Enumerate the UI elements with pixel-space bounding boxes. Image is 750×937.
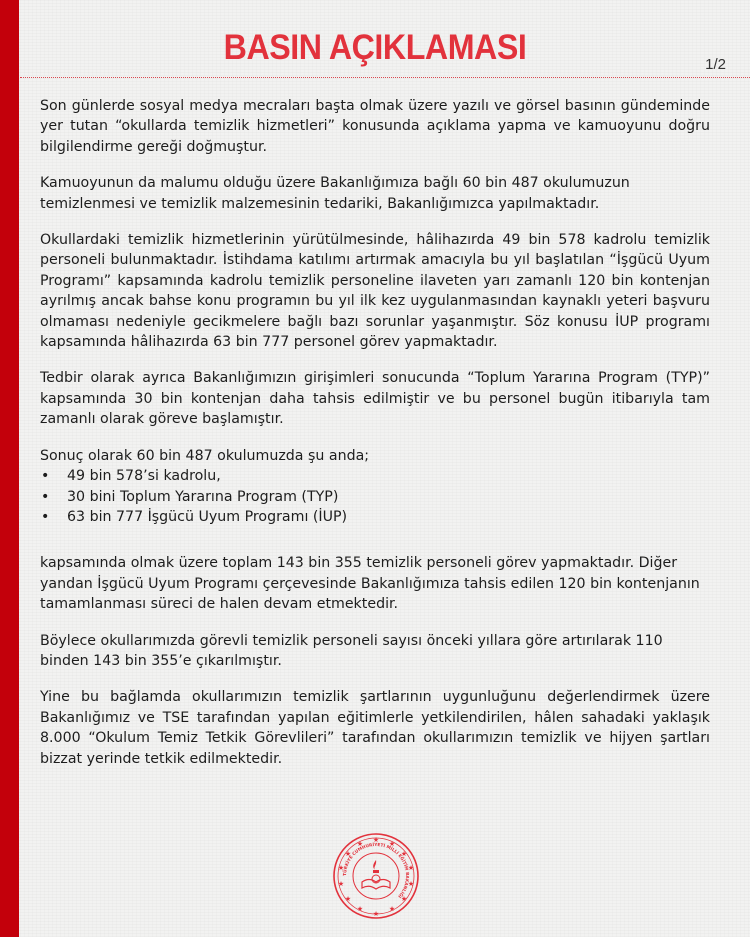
paragraph-schools: Kamuoyunun da malumu olduğu üzere Bakanlığımıza bağlı 60 bin 487 okulumuzun temizlenmesi ve temizlik malzemesinin tedariki, Bakanlığımızca yapılmaktadır. bbox=[40, 175, 630, 212]
paragraph-summary-intro: Sonuç olarak 60 bin 487 okulumuzda şu anda; bbox=[40, 447, 370, 464]
svg-text:★: ★ bbox=[337, 864, 345, 872]
svg-text:★: ★ bbox=[356, 905, 364, 913]
svg-text:★: ★ bbox=[337, 880, 345, 888]
paragraph-total: kapsamında olmak üzere toplam 143 bin 355 temizlik personeli görev yapmaktadır. Diğer yandan İşgücü Uyum Programı çerçevesinde Bakanlığımıza tahsis edilen 120 bin kontenjanın tamamlanması süreci de halen devam etmektedir. bbox=[40, 555, 700, 613]
paragraph-intro: Son günlerde sosyal medya mecraları başta olmak üzere yazılı ve görsel basının gündeminde yer tutan “okullarda temizlik hizmetleri” konusunda açıklama yapma ve kamuoyunu doğru bilgilendirme gereği doğmuştur. bbox=[40, 98, 710, 155]
svg-text:★: ★ bbox=[388, 840, 396, 848]
list-item: • 49 bin 578’si kadrolu, bbox=[40, 466, 710, 486]
paragraph-typ: Tedbir olarak ayrıca Bakanlığımızın girişimleri sonucunda “Toplum Yararına Program (TYP)” kapsamında 30 bin kontenjan daha tahsis edilmiştir ve bu personel bugün itibarıyla tam zamanlı olarak göreve başlamıştır. bbox=[40, 370, 710, 428]
paragraph-inspection: Yine bu bağlamda okullarımızın temizlik şartlarının uygunluğunu değerlendirmek üzere Bakanlığımız ve TSE tarafından yapılan eğitimlerle yetkilendirilen, hâlen sahadaki yaklaşık 8.000 “Okulum Temiz Tetkik Görevlileri” tarafından okullarımızın temizlik ve hijyen şartları bizzat yerinde tetkik edilmektedir. bbox=[40, 689, 710, 767]
svg-text:★: ★ bbox=[400, 850, 408, 858]
bullet-icon: • bbox=[41, 488, 50, 505]
paragraph-staff: Okullardaki temizlik hizmetlerinin yürütülmesinde, hâlihazırda 49 bin 578 kadrolu temizlik personeli bulunmaktadır. İstihdama katılımı artırmak amacıyla bu yıl başlatılan “İşgücü Uyum Programı” kapsamında kadrolu temizlik personeline ilaveten yarı zamanlı 120 bin kontenjan ayrılmış ancak bahse konu programın bu yıl ilk kez uygulanmasından kaynaklı yeteri başvuru olmaması nedeniyle gecikmelere bağlı bazı sorunlar yaşanmıştır. Söz konusu İUP programı kapsamında hâlihazırda 63 bin 777 personel görev yapmaktadır. bbox=[40, 232, 710, 351]
svg-text:★: ★ bbox=[344, 850, 352, 858]
bullet-icon: • bbox=[41, 508, 50, 525]
staff-breakdown-list bbox=[40, 466, 710, 527]
svg-text:★: ★ bbox=[344, 895, 352, 903]
meb-seal-icon bbox=[332, 832, 420, 920]
bullet-icon: • bbox=[41, 468, 50, 485]
press-release-body bbox=[40, 96, 710, 785]
svg-text:★: ★ bbox=[407, 880, 415, 888]
list-item: • 63 bin 777 İşgücü Uyum Programı (İUP) bbox=[40, 507, 710, 527]
svg-text:★: ★ bbox=[372, 910, 380, 918]
svg-text:★: ★ bbox=[407, 864, 415, 872]
list-item: • 30 bini Toplum Yararına Program (TYP) bbox=[40, 487, 710, 507]
paragraph-increase: Böylece okullarımızda görevli temizlik personeli sayısı önceki yıllara göre artırılarak 110 binden 143 bin 355’e çıkarılmıştır. bbox=[40, 632, 663, 669]
page-indicator: 1/2 bbox=[705, 56, 726, 73]
svg-text:★: ★ bbox=[400, 895, 408, 903]
svg-text:★: ★ bbox=[356, 840, 364, 848]
svg-text:TÜRKİYE CUMHURİYETİ MİLLİ EĞİT: TÜRKİYE CUMHURİYETİ MİLLİ EĞİTİM BAKANLIĞI bbox=[342, 842, 410, 899]
red-side-bar bbox=[0, 0, 19, 937]
page-title: BASIN AÇIKLAMASI bbox=[223, 28, 527, 67]
dotted-divider bbox=[20, 77, 750, 78]
svg-text:★: ★ bbox=[372, 836, 380, 844]
svg-text:★: ★ bbox=[388, 905, 396, 913]
